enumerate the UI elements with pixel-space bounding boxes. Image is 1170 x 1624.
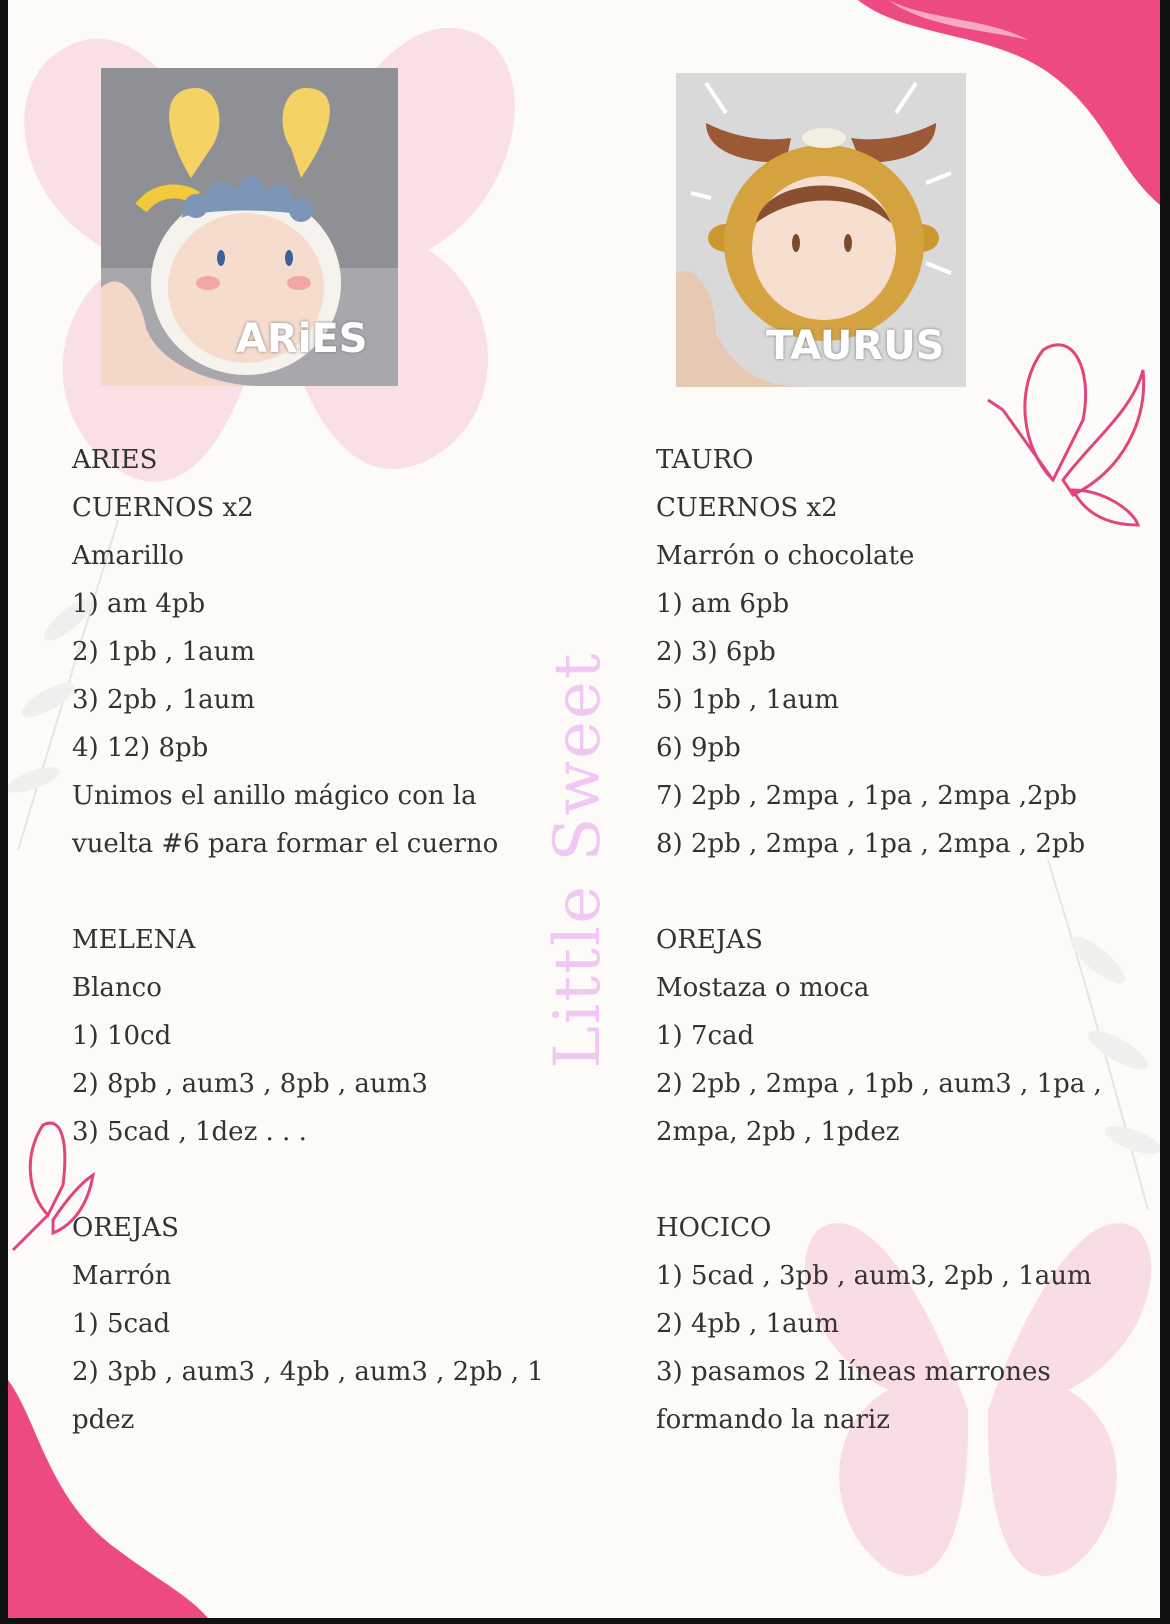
instruction-line: 3) pasamos 2 líneas marrones xyxy=(656,1357,1051,1387)
taurus-photo xyxy=(676,73,966,387)
recipe-page xyxy=(8,0,1160,1618)
instruction-line: 3) 2pb , 1aum xyxy=(72,685,256,715)
instruction-line xyxy=(72,1156,544,1204)
instruction-line: ARIES xyxy=(72,445,158,475)
instruction-line: Mostaza o moca xyxy=(656,973,870,1003)
instruction-line: Marrón o chocolate xyxy=(656,541,915,571)
instruction-line: 4) 12) 8pb xyxy=(72,733,209,763)
aries-instructions xyxy=(72,436,544,1444)
instruction-line: Marrón xyxy=(72,1261,172,1291)
instruction-line: OREJAS xyxy=(656,925,763,955)
instruction-line: Blanco xyxy=(72,973,162,1003)
instruction-line: 2) 8pb , aum3 , 8pb , aum3 xyxy=(72,1069,428,1099)
instruction-line: 6) 9pb xyxy=(656,733,741,763)
instruction-line: 2) 4pb , 1aum xyxy=(656,1309,840,1339)
instruction-line: 1) 7cad xyxy=(656,1021,755,1051)
instruction-line: 2) 3) 6pb xyxy=(656,637,776,667)
instruction-line: vuelta #6 para formar el cuerno xyxy=(72,829,499,859)
taurus-instructions xyxy=(656,436,1102,1444)
instruction-line: TAURO xyxy=(656,445,754,475)
instruction-line: 5) 1pb , 1aum xyxy=(656,685,840,715)
watermark-text: Little Sweet xyxy=(541,651,615,1069)
instruction-line: MELENA xyxy=(72,925,196,955)
instruction-line: 3) 5cad , 1dez . . . xyxy=(72,1117,307,1147)
instruction-line: 1) 5cad , 3pb , aum3, 2pb , 1aum xyxy=(656,1261,1092,1291)
instruction-line: HOCICO xyxy=(656,1213,772,1243)
instruction-line: CUERNOS x2 xyxy=(656,493,838,523)
instruction-line: 2) 3pb , aum3 , 4pb , aum3 , 2pb , 1 xyxy=(72,1357,544,1387)
instruction-line: Amarillo xyxy=(72,541,184,571)
taurus-photo-label: TAURUS xyxy=(766,323,945,369)
instruction-line: 1) am 4pb xyxy=(72,589,206,619)
instruction-line: 2) 2pb , 2mpa , 1pb , aum3 , 1pa , xyxy=(656,1069,1102,1099)
instruction-line: 8) 2pb , 2mpa , 1pa , 2mpa , 2pb xyxy=(656,829,1086,859)
instruction-line: pdez xyxy=(72,1405,135,1435)
instruction-line: OREJAS xyxy=(72,1213,179,1243)
instruction-line xyxy=(656,868,1102,916)
aries-photo-label: ARiES xyxy=(236,316,368,362)
aries-photo xyxy=(101,68,398,386)
instruction-line: formando la nariz xyxy=(656,1405,890,1435)
instruction-line xyxy=(656,1156,1102,1204)
instruction-line: CUERNOS x2 xyxy=(72,493,254,523)
instruction-line: 2) 1pb , 1aum xyxy=(72,637,256,667)
instruction-line xyxy=(72,868,544,916)
instruction-line: 2mpa, 2pb , 1pdez xyxy=(656,1117,900,1147)
instruction-line: 1) 10cd xyxy=(72,1021,172,1051)
instruction-line: 1) am 6pb xyxy=(656,589,790,619)
instruction-line: 7) 2pb , 2mpa , 1pa , 2mpa ,2pb xyxy=(656,781,1077,811)
instruction-line: 1) 5cad xyxy=(72,1309,171,1339)
instruction-line: Unimos el anillo mágico con la xyxy=(72,781,477,811)
